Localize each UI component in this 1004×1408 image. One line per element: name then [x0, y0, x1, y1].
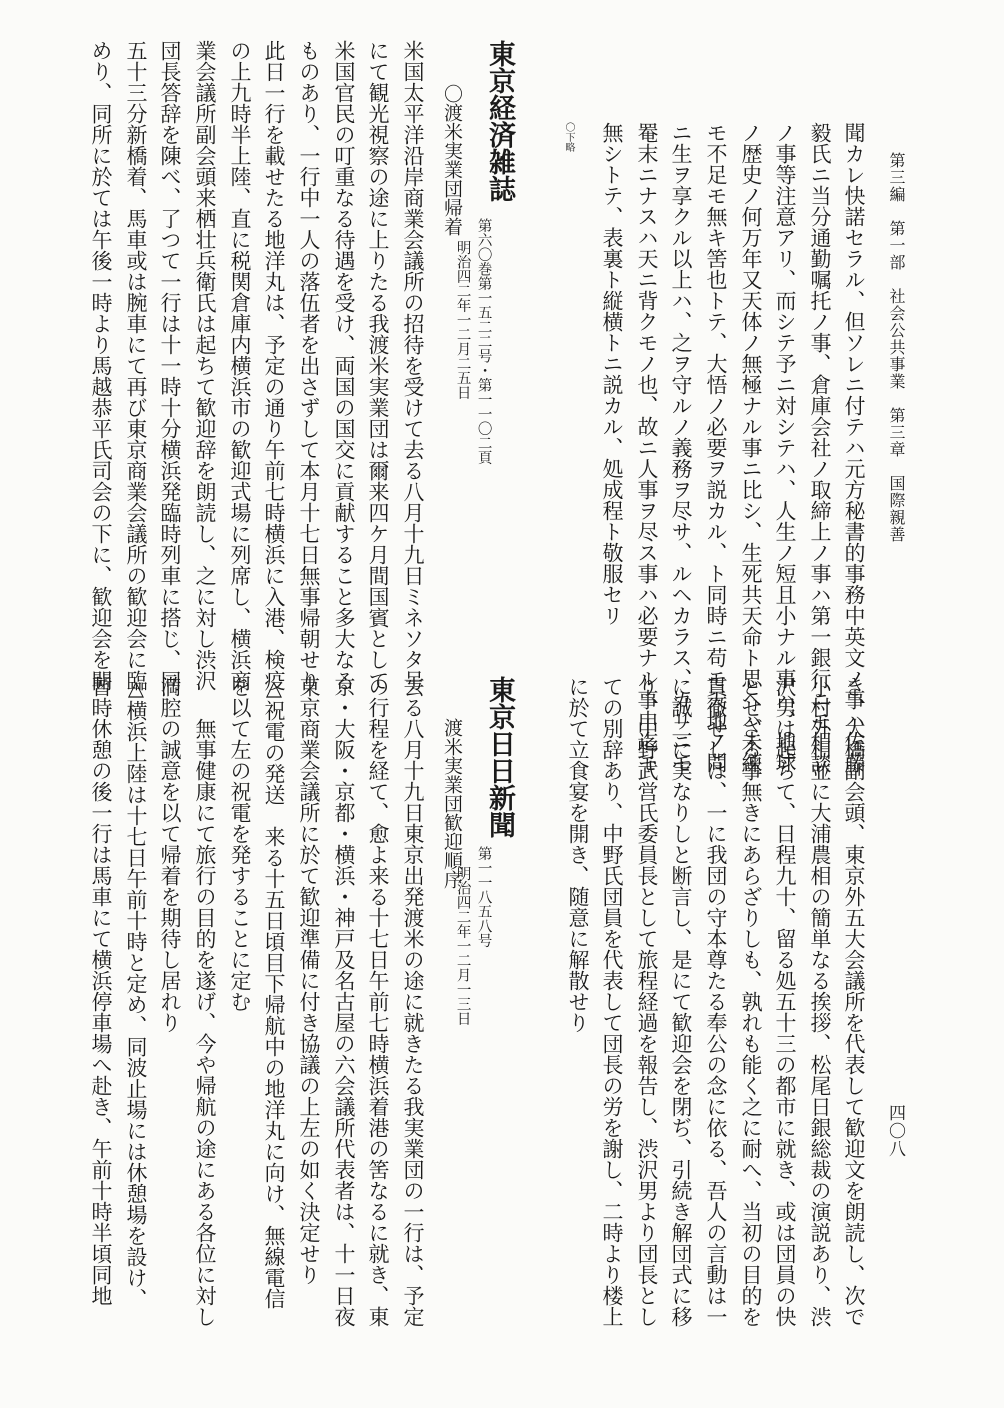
source-meta-issue: 第一一八五八号	[475, 846, 492, 948]
text-column: 去る八月十九日東京出発渡米の途に就きたる我実業団の一行は、予定	[401, 676, 425, 1327]
source-meta-issue: 第六〇巻第一五二二号・第一一〇二頁	[475, 218, 492, 465]
text-column: ニ生ヲ享クル以上ハ、之ヲ守ルノ義務ヲ尽サ、ルヘカラス、カリニモ	[669, 122, 693, 773]
text-column: ての別辞あり、中野氏団員を代表して団長の労を謝し、二時より楼上	[600, 676, 624, 1327]
text-column: めり、同所に於ては午後一時より馬越恭平氏司会の下に、歓迎会を開	[89, 40, 113, 691]
text-column: 無事健康にて旅行の目的を遂げ、今や帰航の途にある各位に対し	[193, 718, 217, 1327]
text-column: 毅氏ニ当分通勤嘱托ノ事、倉庫会社ノ取締上ノ事ハ第一銀行ニモ相談	[808, 122, 832, 773]
text-column: △横浜上陸は十七日午前十時と定め、同波止場には休憩場を設け、	[124, 676, 148, 1309]
text-column: 五十三分新橋着、馬車或は腕車にて再び東京商業会議所の歓迎会に臨	[124, 40, 148, 691]
text-column: 聞カレ快諾セラル、但ソレニ付テハ元方秘書的事務中英文ノ事ハ佐藤	[842, 122, 866, 773]
omitted-note: 〇下略	[563, 122, 574, 152]
page-number: 四〇八	[885, 1104, 905, 1158]
source-title: 東京経済雑誌	[484, 40, 515, 202]
text-column: 満腔の誠意を以て帰着を期待し居れり	[158, 676, 182, 1033]
text-column: 貫徹せしは、一に我団の守本尊たる奉公の念に依る、吾人の言動は一	[704, 676, 728, 1327]
text-column: ノ事等注意アリ、而シテ予ニ対シテハ、人生ノ短且小ナル事ハ、地球	[773, 122, 797, 773]
text-column: 暫時休憩の後一行は馬車にて横浜停車場へ赴き、午前十時半頃同地	[89, 676, 113, 1306]
source-meta-date: 明治四二年一二月一三日	[454, 866, 471, 1026]
running-head: 第三編 第一部 社会公共事業 第三章 国際親善	[887, 152, 906, 543]
text-column: ノ歴史ノ何万年又天体ノ無極ナル事ニ比シ、生死共天命ト思ヘハ未練	[739, 122, 763, 773]
text-column: 東京商業会議所に於て歓迎準備に付き協議の上左の如く決定せり	[297, 676, 321, 1285]
article-title: 渡米実業団歓迎順序	[441, 718, 463, 889]
text-column: 米国官民の叮重なる待遇を受け、両国の国交に貢献すること多大なる	[332, 40, 356, 691]
text-column: 罨末ニナスハ天ニ背クモノ也、故ニ人事ヲ尽ス事ハ必要ナル事申迄モ	[635, 122, 659, 773]
text-column: △祝電の発送 来る十五日頃目下帰航中の地洋丸に向け、無線電信	[262, 676, 286, 1309]
text-column: 無シトテ、表裏ト縦横トニ説カル、処成程ト敬服セリ	[600, 122, 624, 626]
text-column: に於て立食宴を開き、随意に解散せり	[566, 676, 590, 1033]
text-column: 京・大阪・京都・横浜・神戸及名古屋の六会議所代表者は、十一日夜	[332, 676, 356, 1327]
text-column: 小村外相並に大浦農相の簡単なる挨拶、松尾日銀総裁の演説あり、渋	[808, 676, 832, 1327]
text-column: にて観光視察の途に上りたる我渡米実業団は爾来四ケ月間国賓として	[366, 40, 390, 691]
source-meta-date: 明治四二年一二月二五日	[454, 240, 471, 400]
text-column: き、大橋副会頭、東京外五大会議所を代表して歓迎文を朗読し、次で	[842, 676, 866, 1327]
text-column: 業会議所副会頭来栖壮兵衛氏は起ちて歓迎辞を朗読し、之に対し渋沢	[193, 40, 217, 691]
text-column: ものあり、一行中一人の落伍者を出さずして本月十七日無事帰朝せり	[297, 40, 321, 691]
text-column: モ不足モ無キ筈也トテ、大悟ノ必要ヲ説カル、ト同時ニ苟モ天地ノ間	[704, 122, 728, 773]
text-column: の行程を経て、愈よ来る十七日午前七時横浜着港の筈なるに就き、東	[366, 676, 390, 1327]
text-column: の上九時半上陸、直に税関倉庫内横浜市の歓迎式場に列席し、横浜商	[228, 40, 252, 691]
text-column: 沢男は起ちて、日程九十、留る処五十三の都市に就き、或は団員の快	[773, 676, 797, 1327]
text-column: 団長答辞を陳べ、了つて一行は十一時十分横浜発臨時列車に搭じ、同	[158, 40, 182, 691]
text-column: り、中野武営氏委員長として旅程経過を報告し、渋沢男より団長とし	[635, 676, 659, 1327]
article-title: 〇渡米実業団帰着	[441, 84, 463, 236]
text-column: 此日一行を載せたる地洋丸は、予定の通り午前七時横浜に入港、検疫	[262, 40, 286, 691]
text-column: を以て左の祝電を発することに定む	[228, 676, 252, 1012]
source-title: 東京日日新聞	[484, 676, 515, 838]
text-column: 米国太平洋沿岸商業会議所の招待を受けて去る八月十九日ミネソタ号	[401, 40, 425, 691]
text-column: とせざる事無きにあらざりしも、孰れも能く之に耐へ、当初の目的を	[739, 676, 763, 1327]
text-column: に誠二に実なりしと断言し、是にて歓迎会を閉ぢ、引続き解団式に移	[669, 676, 693, 1327]
